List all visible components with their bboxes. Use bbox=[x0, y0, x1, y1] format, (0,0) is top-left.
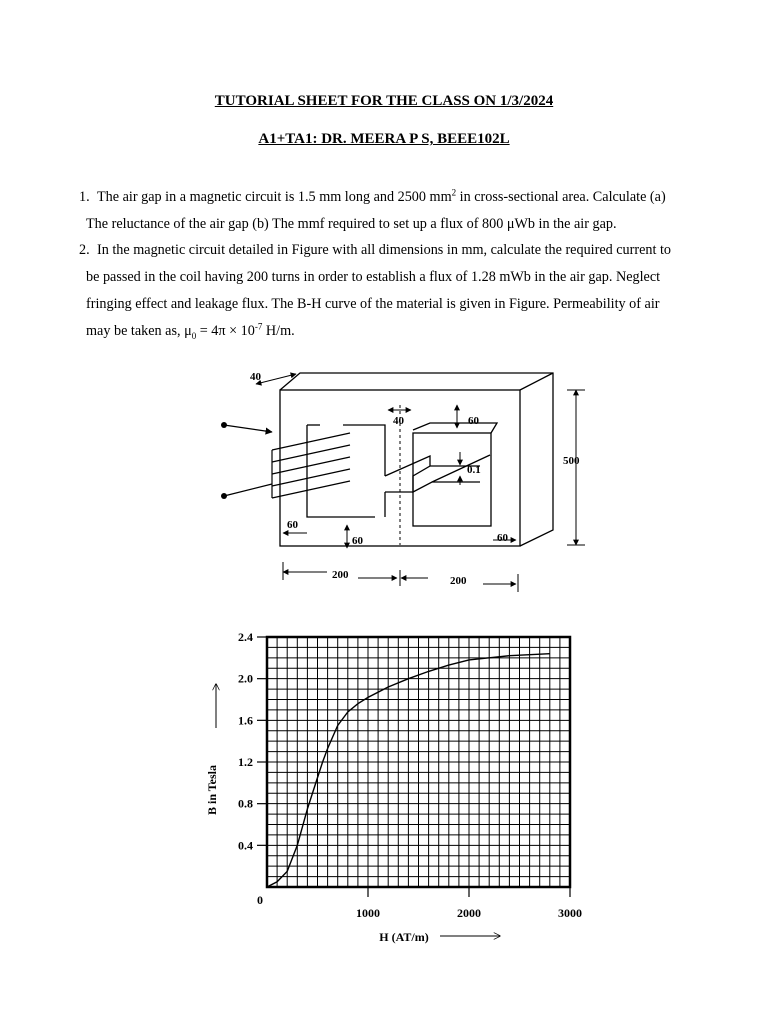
question-1-line-2: The reluctance of the air gap (b) The mmf required to set up a flux of 800 μWb in the air gap. bbox=[86, 216, 617, 232]
dim-center-width-label: 40 bbox=[393, 415, 404, 427]
x-tick-label: 1000 bbox=[356, 906, 380, 920]
dim-bottom-label: 60 bbox=[352, 535, 363, 547]
y-tick-label: 2.0 bbox=[238, 671, 253, 686]
dim-left-limb-label: 60 bbox=[287, 519, 298, 531]
y-tick-label: 2.4 bbox=[238, 630, 253, 644]
question-2-line-4: may be taken as, $\mu_0 = 4\pi \times 10^{-7}$ H/m. bbox=[86, 321, 295, 341]
question-2-line-1: In the magnetic circuit detailed in Figure with all dimensions in mm, calculate the required current to bbox=[97, 242, 672, 258]
sheet-title: TUTORIAL SHEET FOR THE CLASS ON 1/3/2024 bbox=[214, 93, 554, 109]
coil-terminal-bottom bbox=[221, 493, 227, 499]
dim-top-label: 60 bbox=[468, 415, 479, 427]
question-1-number: 1. bbox=[79, 189, 90, 205]
question-1-line-1: The air gap in a magnetic circuit is 1.5 mm long and 2500 $mm^2$ in cross-sectional area. Calculate (a) bbox=[97, 187, 666, 205]
coil-terminal-top bbox=[221, 422, 227, 428]
y-tick-label: 1.6 bbox=[238, 713, 253, 728]
x-axis-label: H (AT/m) bbox=[379, 930, 429, 944]
core-outline bbox=[280, 373, 553, 546]
x-tick-label: 3000 bbox=[558, 906, 582, 920]
y-tick-label: 0.4 bbox=[238, 838, 253, 853]
dim-depth-label: 40 bbox=[250, 371, 261, 383]
bh-curve-chart bbox=[0, 620, 768, 950]
dim-gap-label: 0.1 bbox=[467, 464, 481, 476]
dim-right-limb-label: 60 bbox=[497, 532, 508, 544]
question-2-line-3: fringing effect and leakage flux. The B-H curve of the material is given in Figure. Permeability of air bbox=[86, 296, 660, 312]
dim-height-label: 500 bbox=[563, 455, 580, 467]
question-2-number: 2. bbox=[79, 242, 90, 258]
y-axis-label: B in Tesla bbox=[205, 764, 219, 816]
sheet-subtitle: A1+TA1: DR. MEERA P S, BEEE102L bbox=[258, 131, 510, 147]
x-tick-label: 2000 bbox=[457, 906, 481, 920]
question-2-line-2: be passed in the coil having 200 turns in order to establish a flux of 1.28 mWb in the air gap. Neglect bbox=[86, 269, 661, 285]
y-tick-label: 1.2 bbox=[238, 755, 253, 769]
dim-width-right-label: 200 bbox=[450, 575, 467, 587]
y-tick-label: 0.8 bbox=[238, 796, 253, 811]
dim-width-left-label: 200 bbox=[332, 569, 349, 581]
x-tick-label: 0 bbox=[257, 893, 263, 907]
